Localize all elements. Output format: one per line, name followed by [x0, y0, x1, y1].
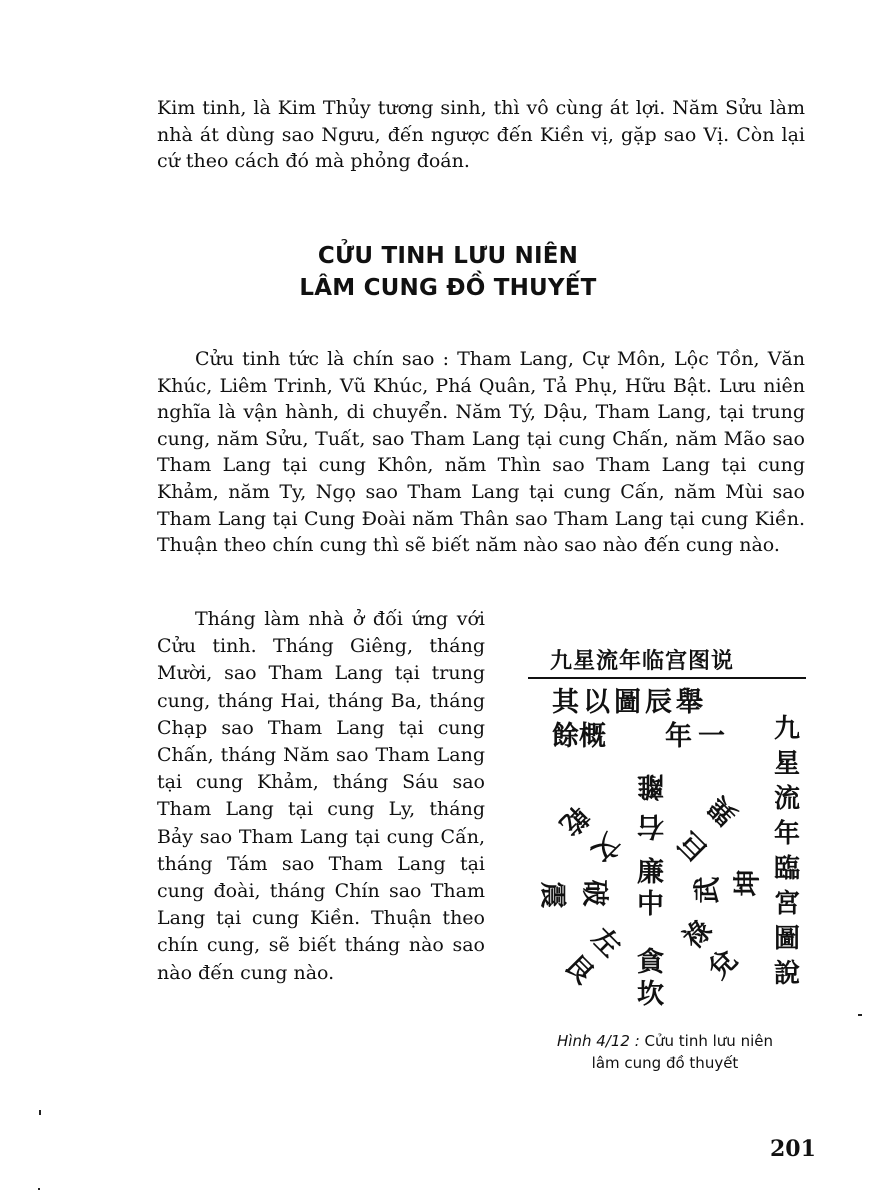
radial-west-inner: 破: [578, 879, 610, 907]
section-title-line1: CỬU TINH LƯU NIÊN: [317, 243, 579, 269]
paragraph-side: Tháng làm nhà ở đối ứng với Cửu tinh. Tháng Giêng, tháng Mười, sao Tham Lang tại trung cung, tháng Hai, tháng Ba, tháng Chạp sao Tham Lang tại cung Chấn, tháng Năm sao Tham Lang tại cung Khảm, tháng Sáu sao Tham Lang tại cung Ly, tháng Bảy sao Tham Lang tại cung Cấn, tháng Tám sao Tham Lang tại cung đoài, tháng Chín sao Tham Lang tại cung Kiền. Thuận theo chín cung, sẽ biết tháng nào sao nào đến cung nào.: [157, 608, 485, 984]
radial-east-outer: 坤: [732, 869, 764, 897]
radial-northwest-outer: 乾: [553, 799, 595, 841]
page-number: 201: [770, 1136, 816, 1162]
vcol-char: 說: [773, 959, 800, 989]
radial-southwest-outer: 艮: [558, 949, 600, 991]
radial-north-outer: 離: [637, 770, 664, 801]
figure-top-row-2-right: 年一: [665, 721, 731, 752]
figure-top-row-1: 其以圖辰舉: [552, 687, 707, 718]
vcol-char: 年: [773, 819, 800, 849]
radial-south-1: 貪: [637, 947, 664, 978]
figure-caption: [530, 1030, 800, 1074]
figure-title-rule: [528, 677, 806, 679]
center-char-1: 廉: [637, 857, 664, 888]
radial-southwest-inner: 左: [585, 922, 627, 964]
vcol-char: 臨: [773, 854, 800, 884]
center-char-2: 中: [637, 889, 664, 920]
caption-line1: Cửu tinh lưu niên: [644, 1032, 773, 1050]
radial-west-outer: 震: [536, 881, 568, 909]
figure-vertical-column: [770, 712, 804, 992]
vcol-char: 流: [773, 784, 800, 814]
scan-speck: [39, 1110, 41, 1115]
radial-northeast-outer: 巽: [702, 789, 744, 831]
vcol-char: 圖: [773, 924, 800, 954]
radial-northeast-inner: 巨: [672, 824, 714, 866]
radial-southeast-outer: 兌: [702, 944, 744, 986]
caption-label: Hình 4/12 :: [557, 1032, 640, 1050]
vcol-char: 星: [773, 749, 800, 779]
figure-title: 九星流年临宫图说: [550, 649, 735, 674]
scan-speck: [38, 1188, 40, 1190]
caption-line2: lâm cung đồ thuyết: [591, 1054, 739, 1072]
paragraph-main: Cửu tinh tức là chín sao : Tham Lang, Cự Môn, Lộc Tồn, Văn Khúc, Liêm Trinh, Vũ Khúc, Phá Quân, Tả Phụ, Hữu Bật. Lưu niên nghĩa là vận hành, di chuyển. Năm Tý, Dậu, Tham Lang, tại trung cung, năm Sửu, Tuất, sao Tham Lang tại cung Chấn, năm Mão sao Tham Lang tại cung Khôn, năm Thìn sao Tham Lang tại cung Khảm, năm Ty, Ngọ sao Tham Lang tại cung Cấn, năm Mùi sao Tham Lang tại Cung Đoài năm Thân sao Tham Lang tại cung Kiền. Thuận theo chín cung thì sẽ biết năm nào sao nào đến cung nào.: [157, 348, 805, 557]
radial-east-inner: 武: [692, 876, 724, 904]
radial-northwest-inner: 文: [585, 826, 627, 868]
paragraph-top: Kim tinh, là Kim Thủy tương sinh, thì vô cùng át lợi. Năm Sửu làm nhà át dùng sao Ngưu, đến ngược đến Kiền vị, gặp sao Vị. Còn lại cứ theo cách đó mà phỏng đoán.: [157, 97, 805, 173]
vcol-char: 宮: [773, 889, 800, 919]
radial-south-2: 坎: [637, 979, 664, 1010]
vcol-char: 九: [773, 714, 800, 744]
section-title: [0, 240, 896, 304]
figure-top-row-2-left: 餘概: [552, 721, 606, 752]
radial-north-inner: 右: [637, 810, 664, 841]
section-title-line2: LÂM CUNG ĐỒ THUYẾT: [299, 275, 597, 301]
radial-southeast-inner: 祿: [677, 914, 719, 956]
scan-speck: [858, 1014, 862, 1016]
